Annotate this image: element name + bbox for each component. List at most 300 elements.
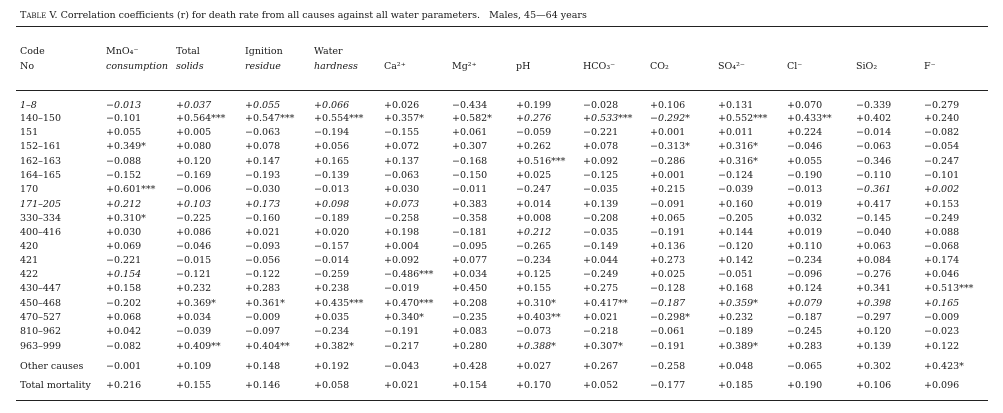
table-cell: +0.086 [176,227,212,238]
table-cell: −0.065 [787,361,823,372]
table-cell: −0.298* [650,312,690,323]
table-cell: −0.157 [314,241,350,252]
table-cell: −0.125 [583,170,619,181]
table-cell: +0.216 [106,380,142,391]
table-cell: +0.554*** [314,113,364,124]
column-header [650,46,669,73]
table-cell: +0.190 [787,380,823,391]
table-cell: −0.019 [384,283,420,294]
table-cell: +0.417 [856,199,892,210]
table-cell: +0.174 [924,255,960,266]
table-cell: −0.014 [856,127,892,138]
table-cell: +0.109 [176,361,212,372]
table-cell: −0.152 [106,170,142,181]
table-cell: +0.077 [452,255,488,266]
table-cell: +0.037 [176,100,212,111]
column-header-line2: F⁻ [924,61,936,72]
table-cell: +0.030 [106,227,142,238]
row-code: 151 [20,127,39,138]
column-header [106,46,168,73]
table-cell: +0.310* [106,213,146,224]
table-cell: −0.191 [650,341,686,352]
table-cell: +0.199 [516,100,552,111]
table-cell: +0.428 [452,361,488,372]
table-cell: +0.450 [452,283,488,294]
table-cell: +0.165 [314,156,350,167]
table-cell: −0.286 [650,156,686,167]
table-cell: −0.097 [245,326,281,337]
row-code: 810–962 [20,326,62,337]
column-header [856,46,877,73]
table-row [0,211,1003,226]
table-cell: +0.027 [516,361,552,372]
table-cell: −0.247 [924,156,960,167]
table-cell: +0.137 [384,156,420,167]
table-cell: −0.039 [176,326,212,337]
table-cell: −0.046 [787,141,823,152]
table-cell: +0.008 [516,213,552,224]
table-cell: +0.020 [314,227,350,238]
table-cell: +0.168 [718,283,754,294]
table-cell: −0.128 [650,283,686,294]
table-cell: +0.302 [856,361,892,372]
table-cell: +0.389* [718,341,758,352]
table-cell: −0.101 [106,113,142,124]
table-cell: +0.096 [924,380,960,391]
table-cell: −0.217 [384,341,420,352]
row-code: 330–334 [20,213,62,224]
table-cell: −0.247 [516,184,552,195]
table-cell: −0.160 [245,213,281,224]
table-cell: +0.078 [583,141,619,152]
table-cell: −0.486*** [384,269,434,280]
table-cell: +0.122 [924,341,960,352]
table-cell: +0.433** [787,113,832,124]
row-code: 470–527 [20,312,62,323]
table-cell: +0.470*** [384,298,434,309]
table-cell: +0.026 [384,100,420,111]
table-cell: +0.005 [176,127,212,138]
table-cell: +0.160 [718,199,754,210]
table-cell: +0.148 [245,361,281,372]
table-cell: +0.165 [924,298,960,309]
table-cell: +0.516*** [516,156,566,167]
column-header-line1 [452,46,477,61]
table-cell: +0.035 [314,312,350,323]
table-cell: −0.187 [650,298,686,309]
bottom-rule [16,400,988,401]
table-cell: −0.030 [245,184,281,195]
table-cell: −0.361 [856,184,892,195]
table-cell: −0.150 [452,170,488,181]
column-header-line1 [384,46,406,61]
table-row [0,125,1003,140]
column-header-line1 [516,46,530,61]
table-cell: −0.234 [516,255,552,266]
table-cell: −0.234 [314,326,350,337]
table-cell: +0.552*** [718,113,768,124]
table-cell: +0.019 [787,199,823,210]
table-cell: +0.142 [718,255,754,266]
table-cell: +0.170 [516,380,552,391]
table-cell: −0.191 [384,326,420,337]
table-cell: +0.155 [176,380,212,391]
table-cell: −0.169 [176,170,212,181]
column-header [452,46,477,73]
row-code: 152–161 [20,141,62,152]
table-cell: +0.078 [245,141,281,152]
table-cell: −0.120 [718,241,754,252]
table-cell: +0.001 [650,127,686,138]
table-cell: +0.106 [650,100,686,111]
table-cell: −0.202 [106,298,142,309]
row-code: Other causes [20,361,84,372]
table-cell: +0.125 [516,269,552,280]
row-code: 963–999 [20,341,62,352]
row-code: 140–150 [20,113,62,124]
row-code: 400–416 [20,227,62,238]
row-code: 420 [20,241,39,252]
table-cell: +0.240 [924,113,960,124]
table-cell: +0.092 [583,156,619,167]
table-cell: +0.316* [718,156,758,167]
table-cell: +0.154 [452,380,488,391]
table-cell: +0.564*** [176,113,226,124]
table-cell: +0.409** [176,341,221,352]
table-cell: +0.103 [176,199,212,210]
row-code: Total mortality [20,380,91,391]
column-header-line2: HCO₃⁻ [583,61,616,72]
table-cell: +0.069 [106,241,142,252]
table-title: Correlation coefficients (r) for death rate from all causes against all water parameters. [60,10,481,21]
table-cell: −0.258 [384,213,420,224]
row-code: 164–165 [20,170,62,181]
table-cell: −0.190 [787,170,823,181]
column-header-line1: Total [176,46,200,57]
table-cell: −0.040 [856,227,892,238]
table-row [0,154,1003,169]
table-cell: −0.225 [176,213,212,224]
table-cell: +0.002 [924,184,960,195]
table-cell: −0.292* [650,113,690,124]
table-cell: +0.001 [650,170,686,181]
table-row [0,378,1003,393]
table-cell: +0.019 [787,227,823,238]
table-cell: +0.357* [384,113,424,124]
row-code: 422 [20,269,39,280]
column-header [176,46,204,73]
table-cell: +0.139 [583,199,619,210]
table-label: Table V. [20,10,58,21]
table-cell: −0.091 [650,199,686,210]
column-header-line1: Water [314,46,343,57]
table-cell: +0.280 [452,341,488,352]
table-subtitle: Males, 45—64 years [489,10,587,21]
row-code: 430–447 [20,283,62,294]
table-cell: −0.221 [106,255,142,266]
table-row [0,339,1003,354]
table-cell: −0.059 [516,127,552,138]
table-row [0,281,1003,296]
table-cell: −0.245 [787,326,823,337]
table-cell: +0.004 [384,241,420,252]
table-cell: +0.340* [384,312,424,323]
table-cell: +0.034 [452,269,488,280]
table-cell: −0.014 [314,255,350,266]
column-header-line1: Ignition [245,46,283,57]
table-cell: +0.383 [452,199,488,210]
table-cell: +0.275 [583,283,619,294]
table-cell: −0.194 [314,127,350,138]
table-cell: −0.063 [245,127,281,138]
table-cell: +0.349* [106,141,146,152]
table-cell: +0.276 [516,113,552,124]
table-cell: −0.009 [924,312,960,323]
table-cell: +0.046 [924,269,960,280]
table-cell: −0.061 [650,326,686,337]
table-cell: +0.212 [106,199,142,210]
table-cell: −0.028 [583,100,619,111]
table-cell: −0.258 [650,361,686,372]
column-header-line2: consumption [106,61,168,72]
column-header-line2: pH [516,61,531,72]
table-cell: −0.155 [384,127,420,138]
column-header-line2: Cl⁻ [787,61,803,72]
table-cell: +0.056 [314,141,350,152]
table-cell: +0.307 [452,141,488,152]
table-cell: +0.146 [245,380,281,391]
table-cell: +0.212 [516,227,552,238]
table-cell: +0.215 [650,184,686,195]
table-cell: −0.181 [452,227,488,238]
table-cell: +0.136 [650,241,686,252]
table-cell: +0.388* [516,341,556,352]
column-header-line1 [718,46,745,61]
table-cell: +0.316* [718,141,758,152]
table-cell: −0.035 [583,184,619,195]
table-cell: +0.080 [176,141,212,152]
table-cell: +0.208 [452,298,488,309]
table-cell: −0.168 [452,156,488,167]
column-header [245,46,283,73]
column-header [787,46,802,73]
header-rule [16,90,988,91]
row-code: 1–8 [20,100,37,111]
column-header-line2: hardness [314,61,358,72]
table-cell: −0.035 [583,227,619,238]
table-row [0,239,1003,254]
table-row [0,253,1003,268]
table-cell: +0.030 [384,184,420,195]
column-header-line2: SO₄²⁻ [718,61,745,72]
table-cell: −0.054 [924,141,960,152]
table-cell: +0.154 [106,269,142,280]
table-cell: −0.205 [718,213,754,224]
table-cell: −0.063 [384,170,420,181]
table-cell: +0.055 [245,100,281,111]
column-header [20,46,45,73]
table-cell: +0.173 [245,199,281,210]
table-cell: +0.192 [314,361,350,372]
table-cell: +0.139 [856,341,892,352]
table-row [0,111,1003,126]
table-cell: +0.582* [452,113,492,124]
table-cell: +0.055 [787,156,823,167]
table-cell: −0.095 [452,241,488,252]
table-cell: +0.079 [787,298,823,309]
table-cell: +0.098 [314,199,350,210]
table-cell: +0.232 [718,312,754,323]
column-header-line1 [650,46,669,61]
table-cell: +0.601*** [106,184,156,195]
column-header-line2: residue [245,61,281,72]
column-header [384,46,406,73]
table-cell: +0.066 [314,100,350,111]
table-cell: +0.144 [718,227,754,238]
table-cell: −0.122 [245,269,281,280]
table-cell: +0.398 [856,298,892,309]
table-cell: −0.039 [718,184,754,195]
table-row [0,296,1003,311]
table-cell: +0.025 [650,269,686,280]
table-cell: +0.021 [384,380,420,391]
table-cell: −0.265 [516,241,552,252]
table-cell: +0.106 [856,380,892,391]
table-row [0,197,1003,212]
table-cell: −0.191 [650,227,686,238]
table-cell: +0.072 [384,141,420,152]
table-cell: +0.232 [176,283,212,294]
table-cell: −0.189 [314,213,350,224]
table-cell: −0.279 [924,100,960,111]
table-cell: +0.088 [924,227,960,238]
table-cell: +0.025 [516,170,552,181]
table-cell: +0.359* [718,298,758,309]
column-header [718,46,745,73]
table-cell: −0.001 [106,361,142,372]
table-cell: +0.262 [516,141,552,152]
table-cell: +0.070 [787,100,823,111]
table-cell: +0.185 [718,380,754,391]
table-cell: −0.121 [176,269,212,280]
table-cell: +0.382* [314,341,354,352]
column-header-line1 [583,46,615,61]
table-cell: −0.088 [106,156,142,167]
table-cell: +0.147 [245,156,281,167]
table-cell: −0.082 [924,127,960,138]
table-cell: −0.149 [583,241,619,252]
table-cell: +0.124 [787,283,823,294]
table-cell: +0.533*** [583,113,633,124]
table-cell: +0.369* [176,298,216,309]
column-header-line2: SiO₂ [856,61,878,72]
table-cell: −0.073 [516,326,552,337]
table-cell: +0.404** [245,341,290,352]
table-cell: +0.061 [452,127,488,138]
table-cell: +0.403** [516,312,561,323]
table-cell: +0.341 [856,283,892,294]
table-cell: +0.158 [106,283,142,294]
table-cell: +0.198 [384,227,420,238]
column-header [516,46,530,73]
table-cell: +0.238 [314,283,350,294]
table-cell: +0.120 [176,156,212,167]
table-cell: +0.120 [856,326,892,337]
column-header-line1: Code [20,46,45,57]
table-cell: +0.423* [924,361,964,372]
table-cell: +0.021 [245,227,281,238]
table-cell: +0.073 [384,199,420,210]
table-cell: −0.009 [245,312,281,323]
column-header-line2: Mg²⁺ [452,61,477,72]
table-cell: −0.068 [924,241,960,252]
row-code: 171–205 [20,199,62,210]
table-cell: −0.056 [245,255,281,266]
table-cell: +0.153 [924,199,960,210]
table-cell: −0.013 [106,100,142,111]
table-cell: +0.110 [787,241,823,252]
table-cell: −0.249 [583,269,619,280]
table-cell: −0.249 [924,213,960,224]
table-cell: +0.065 [650,213,686,224]
top-rule [16,26,988,27]
table-cell: −0.193 [245,170,281,181]
table-cell: −0.101 [924,170,960,181]
table-cell: +0.417** [583,298,628,309]
table-cell: −0.434 [452,100,488,111]
table-cell: +0.021 [583,312,619,323]
table-cell: −0.051 [718,269,754,280]
column-header-line2: Ca²⁺ [384,61,406,72]
table-cell: −0.124 [718,170,754,181]
column-header [924,46,936,73]
table-cell: +0.224 [787,127,823,138]
table-cell: −0.063 [856,141,892,152]
table-cell: +0.547*** [245,113,295,124]
table-cell: +0.011 [718,127,754,138]
table-cell: +0.513*** [924,283,974,294]
table-row [0,182,1003,197]
table-cell: +0.402 [856,113,892,124]
table-cell: −0.082 [106,341,142,352]
table-row [0,225,1003,240]
table-cell: +0.084 [856,255,892,266]
table-cell: −0.013 [314,184,350,195]
table-cell: −0.339 [856,100,892,111]
table-cell: +0.063 [856,241,892,252]
table-cell: −0.313* [650,141,690,152]
table-cell: −0.297 [856,312,892,323]
table-cell: +0.155 [516,283,552,294]
row-code: 170 [20,184,39,195]
table-cell: −0.177 [650,380,686,391]
table-cell: −0.023 [924,326,960,337]
table-row [0,310,1003,325]
table-cell: +0.044 [583,255,619,266]
table-cell: −0.208 [583,213,619,224]
table-cell: +0.273 [650,255,686,266]
table-cell: −0.235 [452,312,488,323]
table-cell: +0.014 [516,199,552,210]
table-cell: −0.015 [176,255,212,266]
column-header-line1: MnO₄⁻ [106,46,139,57]
column-header-line2: CO₂ [650,61,669,72]
table-cell: +0.058 [314,380,350,391]
table-cell: −0.006 [176,184,212,195]
table-cell: +0.042 [106,326,142,337]
table-cell: −0.093 [245,241,281,252]
table-cell: +0.307* [583,341,623,352]
